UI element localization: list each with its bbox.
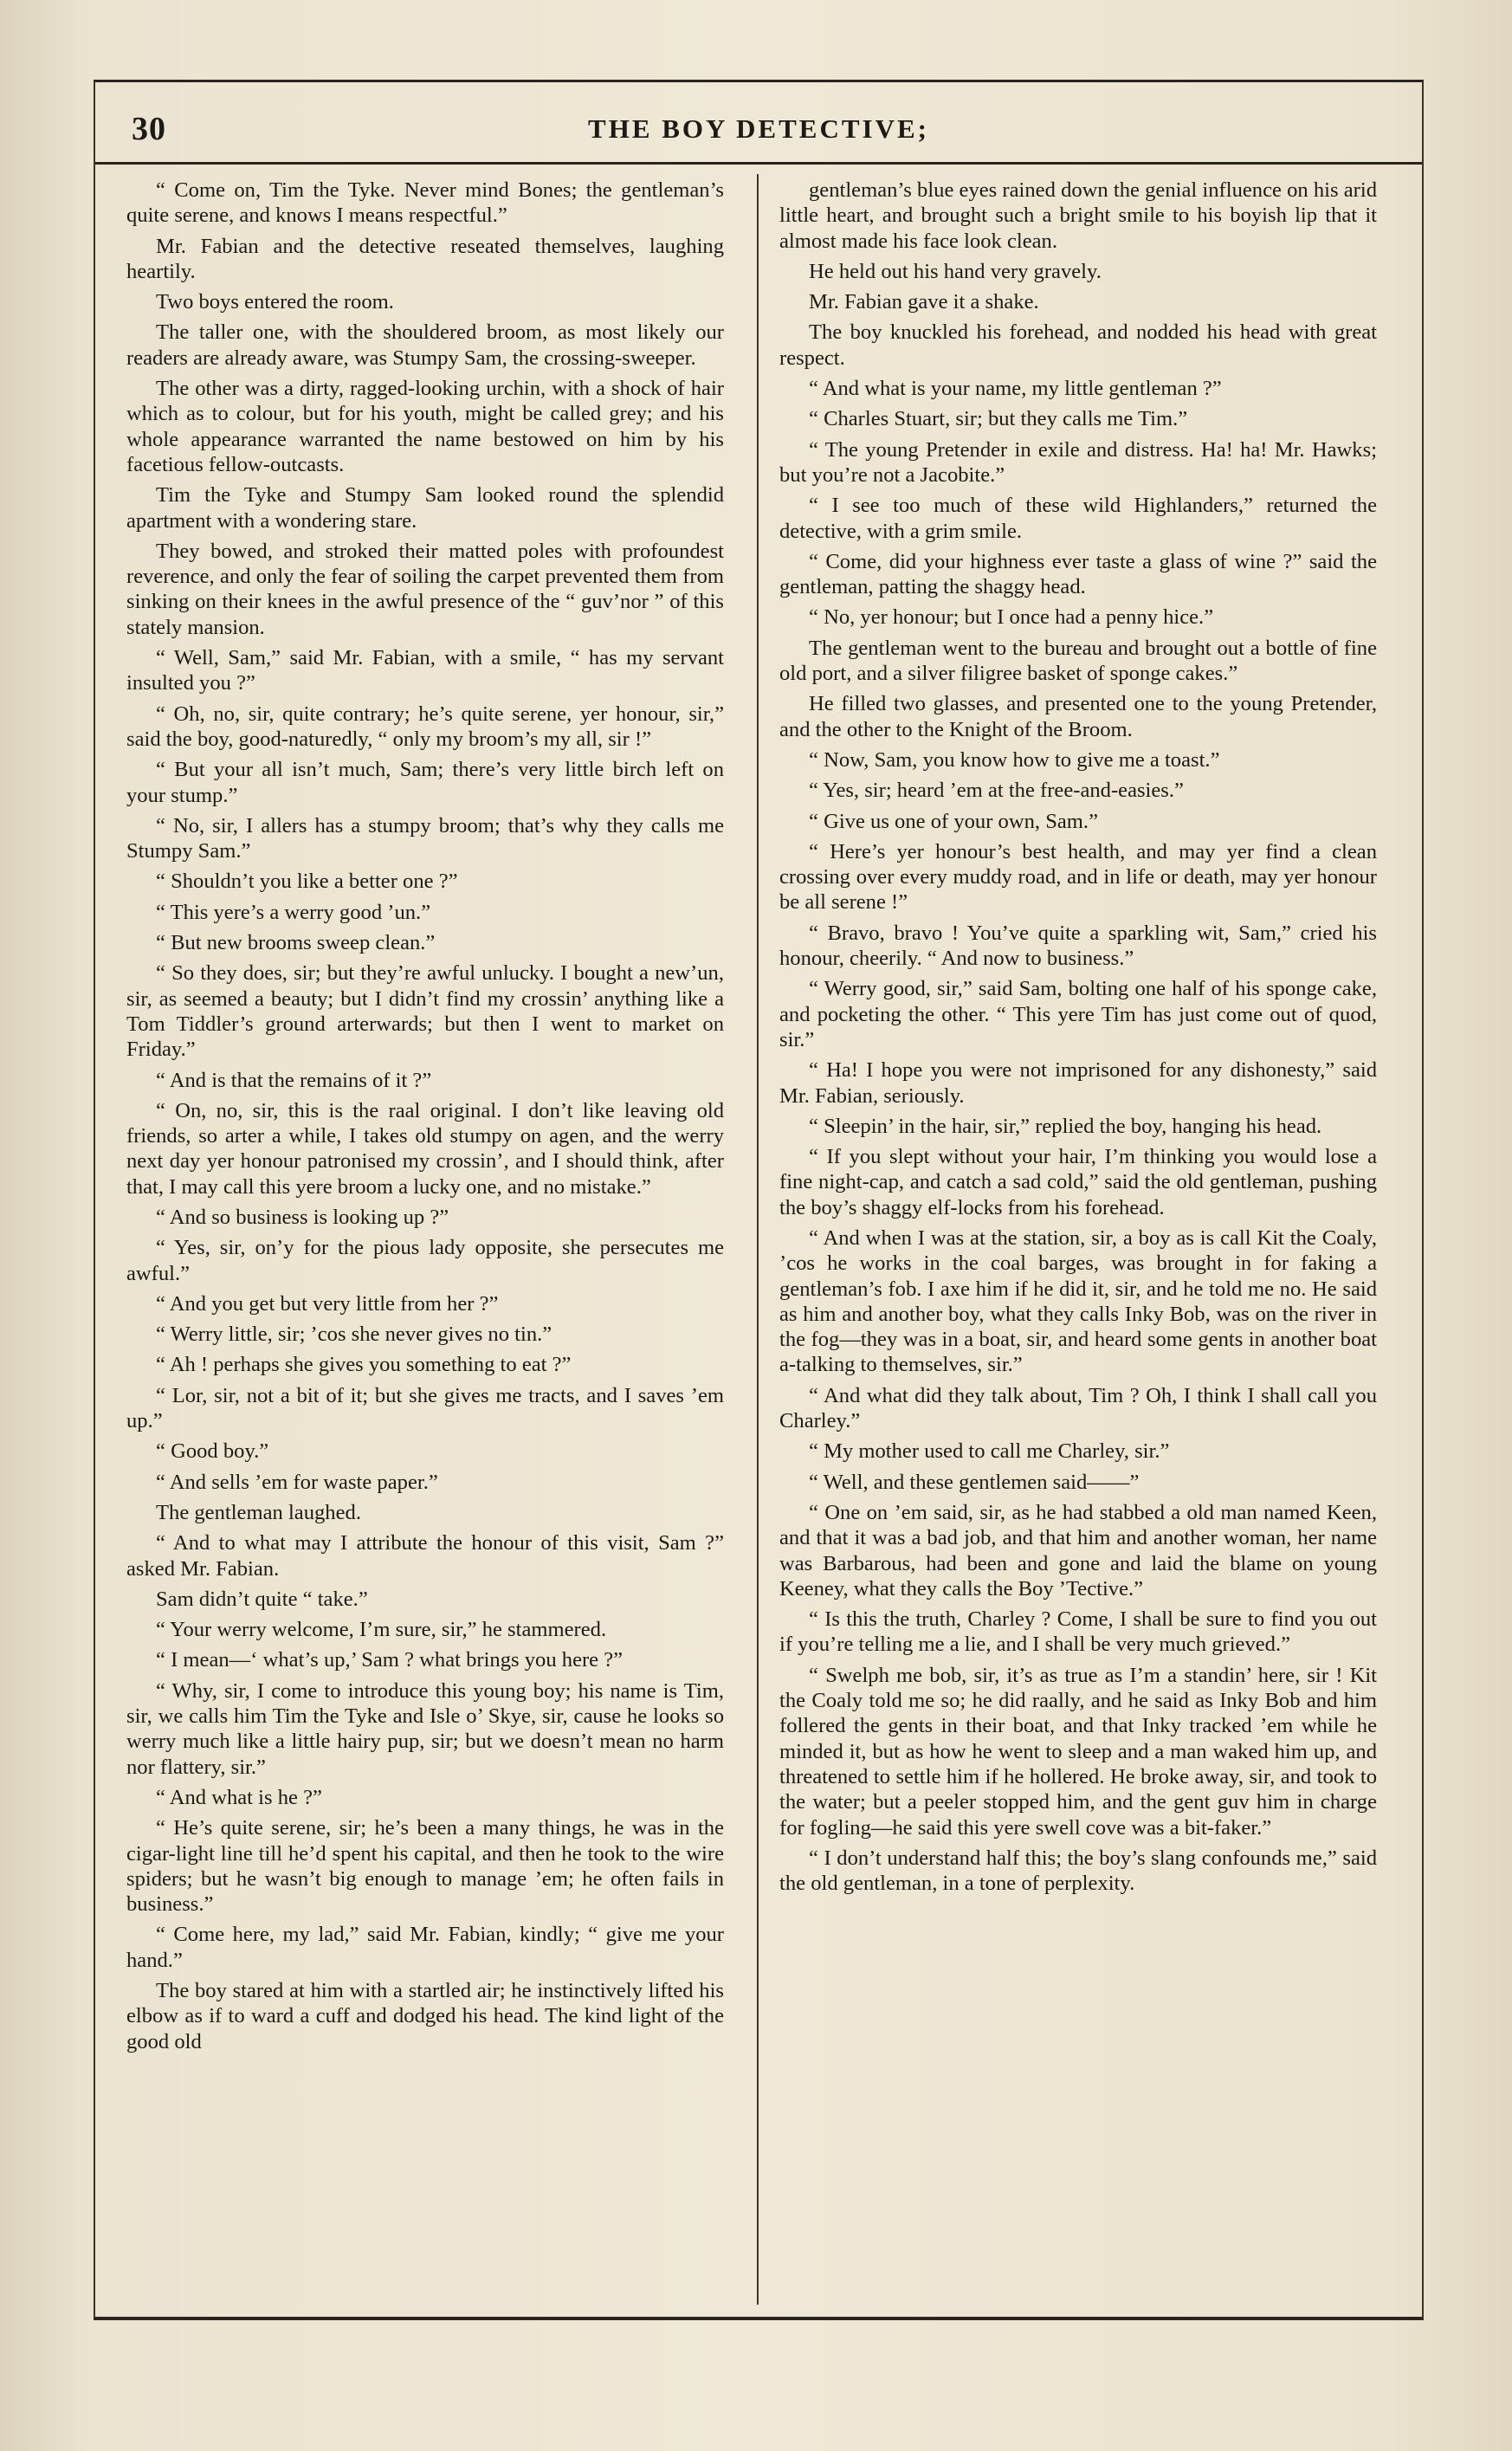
- paragraph: “ And what is your name, my little gentleman ?”: [809, 377, 1222, 401]
- paragraph: The taller one, with the shouldered broom, as most likely our readers are already aware, was Stumpy Sam, the crossing-sweeper.: [126, 320, 724, 370]
- header-rule: [95, 162, 1422, 165]
- paragraph: “ And you get but very little from her ?”: [156, 1291, 499, 1316]
- paragraph: “ And is that the remains of it ?”: [156, 1068, 432, 1092]
- right-column: [779, 178, 1377, 2299]
- paragraph: “ Oh, no, sir, quite contrary; he’s quite serene, yer honour, sir,” said the boy, good-naturedly, “ only my broom’s my all, sir !”: [126, 702, 724, 751]
- left-column: [126, 178, 724, 2299]
- paragraph: “ No, sir, I allers has a stumpy broom; that’s why they calls me Stumpy Sam.”: [126, 813, 724, 863]
- paragraph: “ He’s quite serene, sir; he’s been a many things, he was in the cigar-light line till he’d spent his capital, and then he took to the wire spiders; but he wasn’t big enough to manage ’em; he often fails in business.”: [126, 1816, 724, 1917]
- paragraph: “ Well, and these gentlemen said——”: [809, 1470, 1140, 1494]
- paragraph: Mr. Fabian gave it a shake.: [809, 290, 1039, 314]
- paragraph: “ And to what may I attribute the honour of this visit, Sam ?” asked Mr. Fabian.: [126, 1531, 724, 1581]
- paragraph: “ One on ’em said, sir, as he had stabbed a old man named Keen, and that it was a bad job, and that him and another woman, her name was Barbarous, had been and gone and laid the blame on young Keeney, what they calls the Boy ’Tective.”: [779, 1500, 1377, 1601]
- paragraph: Mr. Fabian and the detective reseated themselves, laughing heartily.: [126, 234, 724, 283]
- paragraph: “ Swelph me bob, sir, it’s as true as I’m a standin’ here, sir ! Kit the Coaly told me so; he did raally, and he said as Inky Bob and him follered the gents in their boat, and that Inky tracked ’em while he minded it, but as how he went to sleep and a man waked him up, and threatened to settle him if he hollered. He broke away, sir, and took to the water; but a peeler stopped him, and the gent guv him in charge for fogling—he said this yere swell cove was a bit-faker.”: [779, 1663, 1377, 1840]
- paragraph: “ Is this the truth, Charley ? Come, I shall be sure to find you out if you’re telling me a lie, and I shall be very much grieved.”: [779, 1607, 1377, 1657]
- paragraph: “ But new brooms sweep clean.”: [156, 931, 436, 955]
- paragraph: “ Bravo, bravo ! You’ve quite a sparkling wit, Sam,” cried his honour, cheerily. “ And now to business.”: [779, 921, 1377, 971]
- paragraph: “ Werry good, sir,” said Sam, bolting one half of his sponge cake, and pocketing the other. “ This yere Tim has just come out of quod, sir.”: [779, 977, 1377, 1051]
- paragraph: The boy knuckled his forehead, and nodded his head with great respect.: [779, 320, 1377, 370]
- paragraph: “ Charles Stuart, sir; but they calls me Tim.”: [809, 407, 1188, 431]
- paragraph: Two boys entered the room.: [156, 290, 394, 314]
- paragraph: “ And when I was at the station, sir, a boy as is call Kit the Coaly, ’cos he works in the coal barges, was brought in for faking a gentleman’s fob. I axe him if he did it, sir, and he told me no. He said as him and another boy, what they calls Inky Bob, was on the river in the fog—they was in a boat, sir, and heard some gents in another boat a-talking to themselves, sir.”: [779, 1226, 1377, 1377]
- paragraph: “ Lor, sir, not a bit of it; but she gives me tracts, and I saves ’em up.”: [126, 1383, 724, 1433]
- paragraph: “ The young Pretender in exile and distress. Ha! ha! Mr. Hawks; but you’re not a Jacobite.”: [779, 437, 1377, 487]
- paragraph: “ Yes, sir, on’y for the pious lady opposite, she persecutes me awful.”: [126, 1236, 724, 1285]
- paragraph: “ Ha! I hope you were not imprisoned for any dishonesty,” said Mr. Fabian, seriously.: [779, 1058, 1377, 1108]
- paragraph: “ Ah ! perhaps she gives you something to eat ?”: [156, 1353, 572, 1377]
- running-title: THE BOY DETECTIVE;: [588, 113, 929, 144]
- paragraph: “ But your all isn’t much, Sam; there’s very little birch left on your stump.”: [126, 758, 724, 807]
- paragraph: “ If you slept without your hair, I’m thinking you would lose a fine night-cap, and catch a sad cold,” said the old gentleman, pushing the boy’s shaggy elf-locks from his forehead.: [779, 1145, 1377, 1219]
- page-number: 30: [132, 111, 166, 147]
- paragraph: The gentleman went to the bureau and brought out a bottle of fine old port, and a silver filigree basket of sponge cakes.”: [779, 636, 1377, 686]
- page-frame: [94, 80, 1424, 2320]
- paragraph: “ So they does, sir; but they’re awful unlucky. I bought a new’un, sir, as seemed a beauty; but I didn’t find my crossin’ anything like a Tom Tiddler’s ground arterwards; but then I went to market on Friday.”: [126, 961, 724, 1062]
- paragraph: gentleman’s blue eyes rained down the genial influence on his arid little heart, and brought such a bright smile to his boyish lip that it almost made his face look clean.: [779, 178, 1377, 253]
- paragraph: “ This yere’s a werry good ’un.”: [156, 900, 431, 924]
- paragraph: “ Yes, sir; heard ’em at the free-and-easies.”: [809, 779, 1184, 803]
- paragraph: “ And what did they talk about, Tim ? Oh, I think I shall call you Charley.”: [779, 1383, 1377, 1433]
- paragraph: “ No, yer honour; but I once had a penny hice.”: [809, 605, 1214, 630]
- paragraph: “ Come here, my lad,” said Mr. Fabian, kindly; “ give me your hand.”: [126, 1923, 724, 1972]
- paragraph: “ Why, sir, I come to introduce this young boy; his name is Tim, sir, we calls him Tim the Tyke and Isle o’ Skye, sir, cause he looks so werry much like a little hairy pup, sir; but we doesn’t mean no harm nor flattery, sir.”: [126, 1678, 724, 1779]
- paragraph: “ Come, did your highness ever taste a glass of wine ?” said the gentleman, patting the shaggy head.: [779, 549, 1377, 599]
- paragraph: “ Werry little, sir; ’cos she never gives no tin.”: [156, 1323, 552, 1347]
- paragraph: He held out his hand very gravely.: [809, 259, 1102, 283]
- paragraph: They bowed, and stroked their matted poles with profoundest reverence, and only the fear of soiling the carpet prevented them from sinking on their knees in the awful presence of the “ guv’nor ” of this stately mansion.: [126, 539, 724, 639]
- paragraph: “ Good boy.”: [156, 1439, 269, 1464]
- paragraph: “ Now, Sam, you know how to give me a toast.”: [809, 747, 1220, 772]
- paragraph: Tim the Tyke and Stumpy Sam looked round the splendid apartment with a wondering stare.: [126, 483, 724, 533]
- paragraph: “ On, no, sir, this is the raal original. I don’t like leaving old friends, so arter a while, I takes old stumpy on agen, and the werry next day yer honour patronised my crossin’, and I should think, after that, I may call this yere broom a lucky one, and no mistake.”: [126, 1098, 724, 1199]
- paragraph: Sam didn’t quite “ take.”: [156, 1587, 368, 1611]
- paragraph: “ Shouldn’t you like a better one ?”: [156, 870, 458, 894]
- paragraph: “ And so business is looking up ?”: [156, 1205, 449, 1229]
- paragraph: The gentleman laughed.: [156, 1500, 361, 1524]
- paragraph: He filled two glasses, and presented one to the young Pretender, and the other to the Knight of the Broom.: [779, 692, 1377, 741]
- paragraph: “ Give us one of your own, Sam.”: [809, 809, 1098, 833]
- paragraph: “ I see too much of these wild Highlanders,” returned the detective, with a grim smile.: [779, 494, 1377, 543]
- paragraph: “ Come on, Tim the Tyke. Never mind Bones; the gentleman’s quite serene, and knows I means respectful.”: [126, 178, 724, 228]
- paragraph: “ And sells ’em for waste paper.”: [156, 1470, 438, 1494]
- paragraph: “ I mean—‘ what’s up,’ Sam ? what brings you here ?”: [156, 1648, 624, 1672]
- column-divider: [757, 174, 759, 2305]
- paragraph: “ Sleepin’ in the hair, sir,” replied the boy, hanging his head.: [809, 1114, 1322, 1138]
- paragraph: The boy stared at him with a startled air; he instinctively lifted his elbow as if to ward a cuff and dodged his head. The kind light of the good old: [126, 1979, 724, 2053]
- paragraph: “ I don’t understand half this; the boy’s slang confounds me,” said the old gentleman, in a tone of perplexity.: [779, 1846, 1377, 1896]
- paragraph: “ Your werry welcome, I’m sure, sir,” he stammered.: [156, 1618, 607, 1642]
- paragraph: “ Well, Sam,” said Mr. Fabian, with a smile, “ has my servant insulted you ?”: [126, 646, 724, 695]
- paragraph: “ And what is he ?”: [156, 1785, 322, 1809]
- paragraph: The other was a dirty, ragged-looking urchin, with a shock of hair which as to colour, but for his youth, might be called grey; and his whole appearance warranted the name bestowed on him by his facetious fellow-outcasts.: [126, 377, 724, 476]
- paragraph: “ Here’s yer honour’s best health, and may yer find a clean crossing over every muddy road, and in life or death, may yer honour be all serene !”: [779, 839, 1377, 915]
- paragraph: “ My mother used to call me Charley, sir.”: [809, 1439, 1170, 1464]
